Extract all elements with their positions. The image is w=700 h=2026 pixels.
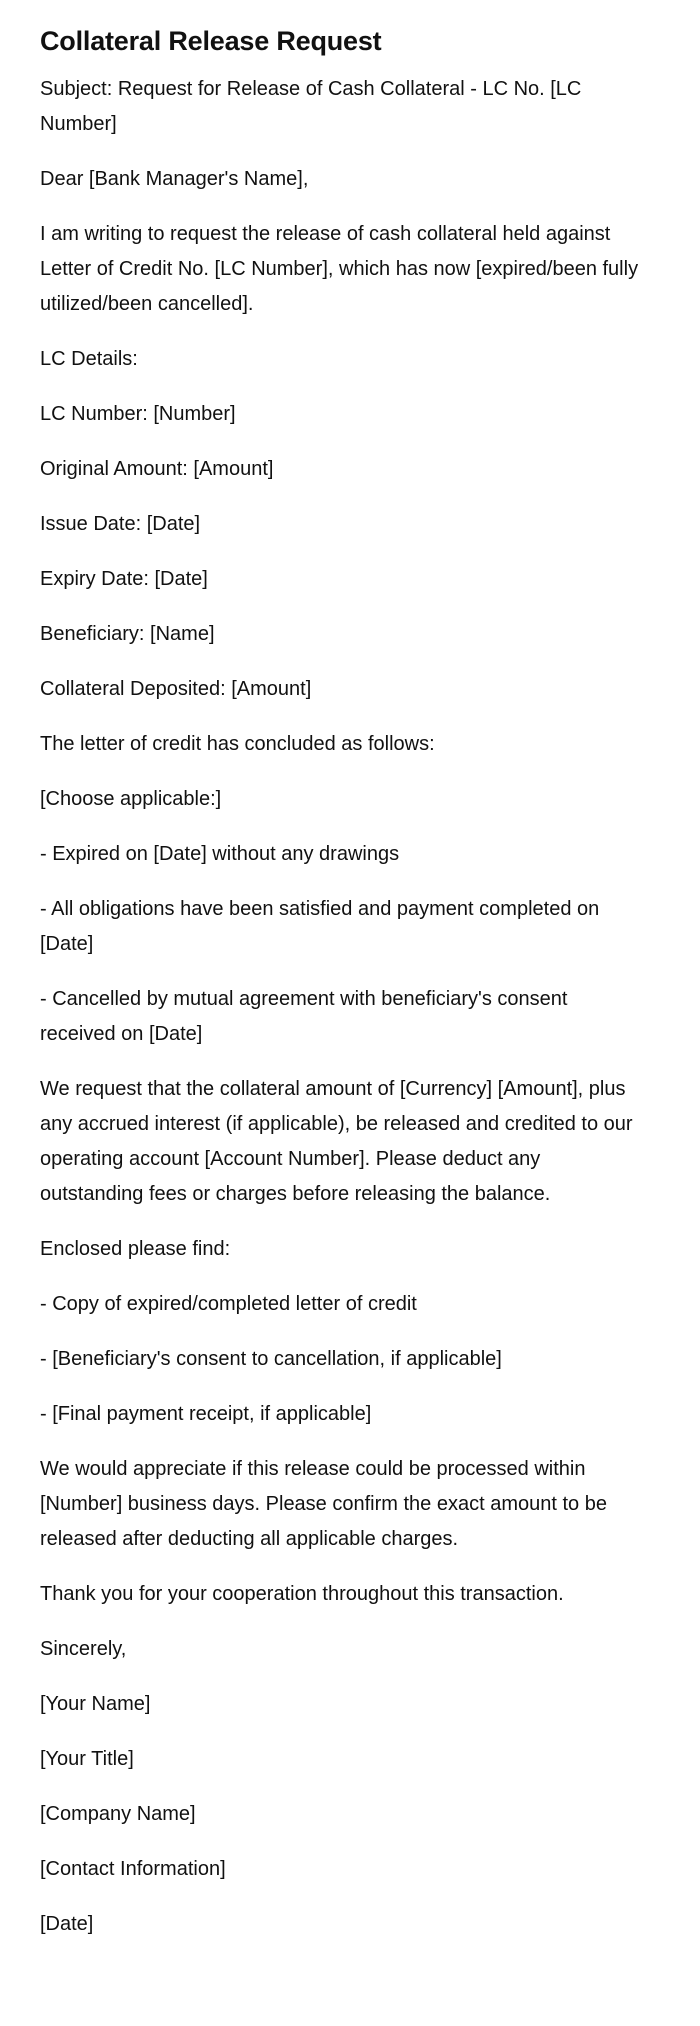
signature-contact: [Contact Information]	[40, 1858, 226, 1880]
thanks-line: Thank you for your cooperation throughout this transaction.	[40, 1583, 564, 1605]
lc-number-line: LC Number: [Number]	[40, 403, 236, 425]
signature-company: [Company Name]	[40, 1803, 196, 1825]
request-paragraph: We request that the collateral amount of [Currency] [Amount], plus any accrued interest (if applicable), be released and credited to our operating account [Account Number]. Please deduct any outstanding fees or charges before releasing the balance.	[40, 1078, 633, 1205]
option-expired: - Expired on [Date] without any drawings	[40, 843, 400, 865]
issue-date-line: Issue Date: [Date]	[40, 513, 201, 535]
concluded-intro: The letter of credit has concluded as follows:	[40, 733, 435, 755]
enclosure-item: - [Beneficiary's consent to cancellation, if applicable]	[40, 1348, 502, 1370]
option-cancelled: - Cancelled by mutual agreement with beneficiary's consent received on [Date]	[40, 988, 568, 1045]
choose-applicable: [Choose applicable:]	[40, 788, 222, 810]
closing-line: Sincerely,	[40, 1638, 127, 1660]
processing-paragraph: We would appreciate if this release could be processed within [Number] business days. Please confirm the exact amount to be released after deducting all applicable charges.	[40, 1458, 607, 1550]
signature-title: [Your Title]	[40, 1748, 134, 1770]
enclosed-heading: Enclosed please find:	[40, 1238, 231, 1260]
lc-details-heading: LC Details:	[40, 348, 138, 370]
expiry-date-line: Expiry Date: [Date]	[40, 568, 208, 590]
original-amount-line: Original Amount: [Amount]	[40, 458, 274, 480]
enclosure-item: - [Final payment receipt, if applicable]	[40, 1403, 372, 1425]
signature-name: [Your Name]	[40, 1693, 151, 1715]
subject-line: Subject: Request for Release of Cash Collateral - LC No. [LC Number]	[40, 78, 582, 135]
beneficiary-line: Beneficiary: [Name]	[40, 623, 215, 645]
salutation: Dear [Bank Manager's Name],	[40, 168, 309, 190]
signature-date: [Date]	[40, 1913, 94, 1935]
option-obligations-satisfied: - All obligations have been satisfied and payment completed on [Date]	[40, 898, 600, 955]
enclosure-item: - Copy of expired/completed letter of credit	[40, 1293, 417, 1315]
intro-paragraph: I am writing to request the release of cash collateral held against Letter of Credit No. [LC Number], which has now [expired/been fully utilized/been cancelled].	[40, 223, 639, 315]
document-title: Collateral Release Request	[40, 26, 382, 56]
collateral-deposited-line: Collateral Deposited: [Amount]	[40, 678, 312, 700]
